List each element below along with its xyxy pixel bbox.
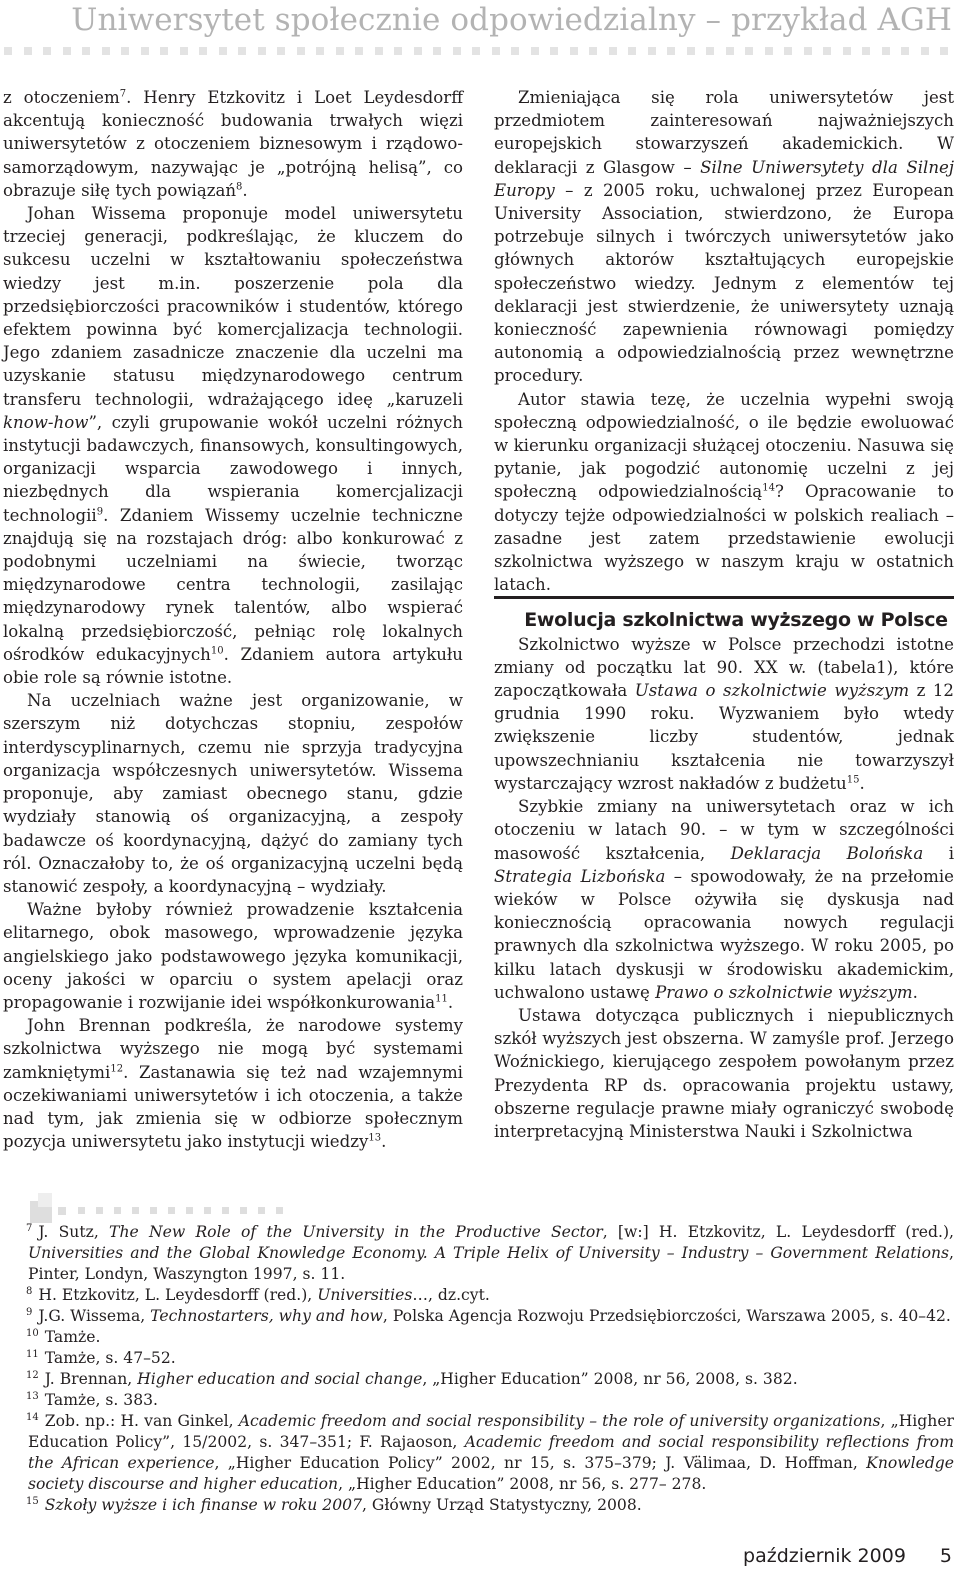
dot <box>784 47 792 55</box>
dot <box>901 47 909 55</box>
dot <box>277 47 285 55</box>
dot <box>882 47 890 55</box>
footnote: 7 J. Sutz, The New Role of the University in the Productive Sector, [w:] H. Etzkovitz, L. Leydesdorff (red.), Universities and the Global Knowledge Economy. A Triple Helix of University – Industry – Government Relations, Pinter, Londyn, Waszyngton 1997, s. 11. <box>26 1222 955 1283</box>
dot <box>336 47 344 55</box>
footnote-ref: 7 <box>119 88 127 100</box>
italic-span: Universities and the Global Knowledge Economy. A Triple Helix of University – Industry – Government Relations <box>28 1244 950 1262</box>
italic-span: Technostarters, why and how <box>150 1307 383 1325</box>
footnote-ref: 12 <box>110 1063 124 1074</box>
dot <box>297 47 305 55</box>
footnote: 10 Tamże. <box>26 1327 101 1346</box>
footnote-ref: 15 <box>846 774 860 786</box>
footnote-ref: 11 <box>435 993 448 1005</box>
dot <box>63 47 71 55</box>
dot <box>199 47 207 55</box>
dot <box>628 47 636 55</box>
paragraph: Szkolnictwo wyższe w Polsce przechodzi istotne zmiany od początku lat 90. XX w. (tabela1), które zapoczątkowała Ustawa o szkolnictwie wyższym z 12 grudnia 1990 roku. Wyzwaniem było wtedy zwiększenie liczby studentów, jednak upowszechnianiu kształcenia nie towarzyszył wystarczający wzrost nakładów z budżetu$^{15}$. <box>494 634 954 793</box>
dot <box>706 47 714 55</box>
paragraph: Johan Wissema proponuje model uniwersytetu trzeciej generacji, podkreślając, że kluczem do sukcesu uczelni w kształtowaniu społeczeństwa wiedzy jest m.in. poszerzenie pola dla przedsiębiorczości pracowników i studentów, którego efektem powinna być komercjalizacja technologii. Jego zdaniem zasadnicze znaczenie dla uczelni ma uzyskanie statusu międzynarodowego centrum transferu technologii, wdrażającego ideę „karuzeli know-how”, czyli grupowanie wokół uczelni różnych instytucji badawczych, finansowych, konsultingowych, organizacji wsparcia zawodowego i innych, niezbędnych dla wspierania komercjalizacji technologii$^9$. Zdaniem Wissemy uczelnie techniczne znajdują się na rozstajach dróg: albo konkurować z podobnymi uczelniami na świecie, tworząc międzynarodowe centra technologii, zasilając międzynarodowy rynek talentów, albo wspierać lokalną przedsiębiorczość, pełniąc rolę lokalnych ośrodków edukacyjnych$^{10}$. Zdaniem autora artykułu obie role są równie istotne. <box>3 204 463 688</box>
italic-span: Universities <box>317 1286 413 1304</box>
footnote-ref: 9 <box>96 506 104 518</box>
italic-span: Academic freedom and social responsibility reflections from the African experience <box>28 1433 954 1472</box>
dot <box>648 47 656 55</box>
dot <box>180 47 188 55</box>
footnote-ref: 14 <box>762 482 775 494</box>
footnote: 8 H. Etzkovitz, L. Leydesdorff (red.), Universities…, dz.cyt. <box>26 1285 490 1304</box>
dot <box>102 47 110 55</box>
footnote-ref: 13 <box>368 1132 382 1144</box>
dot <box>843 47 851 55</box>
dot <box>160 47 168 55</box>
dot <box>511 47 519 55</box>
left-column <box>3 86 463 1153</box>
italic-span: Academic freedom and social responsibility – the role of university organizations <box>238 1412 881 1430</box>
dot <box>219 47 227 55</box>
dot <box>823 47 831 55</box>
italic-span: Szkoły wyższe i ich finanse w roku 2007 <box>44 1496 362 1514</box>
dot <box>550 47 558 55</box>
footnote: 15 Szkoły wyższe i ich finanse w roku 2007, Główny Urząd Statystyczny, 2008. <box>26 1495 642 1514</box>
dot <box>667 47 675 55</box>
page-number: 5 <box>939 1545 952 1567</box>
dot <box>121 47 129 55</box>
dot <box>433 47 441 55</box>
dot <box>355 47 363 55</box>
footnote: 12 J. Brennan, Higher education and social change, „Higher Education” 2008, nr 56, 2008, s. 382. <box>26 1369 798 1388</box>
dot <box>453 47 461 55</box>
dot <box>726 47 734 55</box>
header-dot-rule <box>0 47 960 57</box>
dot <box>375 47 383 55</box>
dot <box>492 47 500 55</box>
footnote: 13 Tamże, s. 383. <box>26 1390 159 1409</box>
footnote: 14 Zob. np.: H. van Ginkel, Academic freedom and social responsibility – the role of university organizations, „Higher Education Policy”, 15/2002, s. 347–351; F. Rajaoson, Academic freedom and social responsibility reflections from the African experience, „Higher Education Policy” 2002, nr 15, s. 375–379; J. Välimaa, D. Hoffman, Knowledge society discourse and higher education, „Higher Education” 2008, nr 56, s. 277– 278. <box>26 1411 955 1493</box>
dot <box>531 47 539 55</box>
footnote-ref: 8 <box>236 181 243 193</box>
italic-span: Deklaracja Bolońska <box>730 843 924 863</box>
dot <box>862 47 870 55</box>
dot <box>589 47 597 55</box>
dot <box>82 47 90 55</box>
running-header: Uniwersytet społecznie odpowiedzialny – przykład AGH <box>71 2 952 38</box>
dot <box>414 47 422 55</box>
italic-span: The New Role of the University in the Productive Sector <box>109 1223 603 1241</box>
footnote: 9 J.G. Wissema, Technostarters, why and how, Polska Agencja Rozwoju Przedsiębiorczości, Warszawa 2005, s. 40–42. <box>26 1306 951 1325</box>
footnote: 11 Tamże, s. 47–52. <box>26 1348 176 1367</box>
italic-span: Ustawa o szkolnictwie wyższym <box>634 681 910 701</box>
dot <box>141 47 149 55</box>
page-footer <box>743 1545 952 1567</box>
dot <box>687 47 695 55</box>
italic-span: Silne Uniwersytety dla Silnej Europy <box>494 157 954 200</box>
dot <box>238 47 246 55</box>
paragraph: Szybkie zmiany na uniwersytetach oraz w ich otoczeniu w latach 90. – w tym w szczególności masowość kształcenia, Deklaracja Bolońska i Strategia Lizbońska – spowodowały, że na przełomie wieków w Polsce ożywiła się dyskusja nad koniecznością opracowania nowych regulacji prawnych dla szkolnictwa wyższego. W roku 2005, po kilku latach dyskusji w środowisku akademickim, uchwalono ustawę Prawo o szkolnictwie wyższym. <box>494 797 954 1002</box>
paragraph: John Brennan podkreśla, że narodowe systemy szkolnictwa wyższego nie mogą być systemami zamkniętymi$^{12}$. Zastanawia się też nad wzajemnymi oczekiwaniami uniwersytetów i ich otoczenia, a także nad tym, jak zmienia się w odbiorze społecznym pozycja uniwersytetu jako instytucji wiedzy$^{13}$. <box>3 1016 463 1152</box>
issue-date: październik 2009 <box>743 1545 906 1567</box>
dot <box>940 47 948 55</box>
dot <box>258 47 266 55</box>
italic-span: know-how <box>3 412 89 432</box>
footnote-ref: 10 <box>210 645 224 657</box>
paragraph: z otoczeniem$^7$. Henry Etzkovitz i Loet Leydesdorff akcentują konieczność budowania trwałych więzi uniwersytetów z otoczeniem biznesowym i rządowo-samorządowym, nazywając je „potrójną helisą”, co obrazuje siłę tych powiązań$^8$. <box>3 88 464 200</box>
paragraph: Na uczelniach ważne jest organizowanie, w szerszym niż dotychczas stopniu, zespołów interdyscyplinarnych, czemu nie sprzyja tradycyjna organizacja współczesnych uniwersytetów. Wissema proponuje, aby zamiast obecnego stanu, gdzie wydziały stanowią oś organizacyjną, a zespoły badawcze oś koordynacyjną, dążyć do zamiany tych ról. Oznaczałoby to, że oś organizacyjną uczelni będą stanowić zespoły, a koordynacyjną – wydziały. <box>3 691 463 896</box>
dot <box>24 47 32 55</box>
dot <box>43 47 51 55</box>
italic-span: Strategia Lizbońska <box>494 866 666 886</box>
paragraph: Autor stawia tezę, że uczelnia wypełni swoją społeczną odpowiedzialność, o ile będzie ewoluować w kierunku organizacji służącej otoczeniu. Nasuwa się pytanie, jak pogodzić autonomię uczelni z jej społeczną odpowiedzialnością$^{14}$? Opracowanie to dotyczy tejże odpowiedzialności w polskich realiach – zasadne jest zatem przedstawienie ewolucji szkolnictwa wyższego w naszym kraju w ostatnich latach. <box>494 389 954 595</box>
dot <box>745 47 753 55</box>
dot <box>765 47 773 55</box>
dot <box>394 47 402 55</box>
paragraph: Ważne byłoby również prowadzenie kształcenia elitarnego, obok masowego, wprowadzenie języka angielskiego jako podstawowego języka komunikacji, oceny jakości w oparciu o system apelacji oraz propagowanie i rozwijanie idei współkonkurowania$^{11}$. <box>3 900 463 1012</box>
dot <box>570 47 578 55</box>
dot <box>609 47 617 55</box>
italic-span: Knowledge society discourse and higher education <box>28 1454 955 1493</box>
italic-span: Higher education and social change <box>137 1370 423 1388</box>
paragraph: Ustawa dotycząca publicznych i niepublicznych szkół wyższych jest obszerna. W zamyśle prof. Jerzego Woźnickiego, kierującego zespołem powołanym przez Prezydenta RP ds. opracowania projektu ustawy, obszerne regulacje prawne miały ograniczyć swobodę interpretacyjną Ministerstwa Nauki i Szkolnictwa <box>494 1005 954 1141</box>
paragraph: Zmieniająca się rola uniwersytetów jest przedmiotem zainteresowań najważniejszych europejskich stowarzyszeń akademickich. W deklaracji z Glasgow – Silne Uniwersytety dla Silnej Europy – z 2005 roku, uchwalonej przez European University Association, stwierdzono, że Europa potrzebuje silnych i twórczych uniwersytetów jako głównych aktorów kształtujących europejskie społeczeństwo wiedzy. Jednym z elementów tej deklaracji jest stwierdzenie, że uniwersytety uznają konieczność zapewnienia równowagi pomiędzy autonomią a odpowiedzialnością przez wewnętrzne procedury. <box>494 88 954 386</box>
dot <box>921 47 929 55</box>
right-column <box>494 86 954 1143</box>
italic-span: Prawo o szkolnictwie wyższym <box>655 982 913 1002</box>
footnotes <box>28 1222 954 1516</box>
section-heading: Ewolucja szkolnictwa wyższego w Polsce <box>494 596 954 632</box>
dot <box>4 47 12 55</box>
dot <box>804 47 812 55</box>
dot <box>316 47 324 55</box>
dot <box>472 47 480 55</box>
